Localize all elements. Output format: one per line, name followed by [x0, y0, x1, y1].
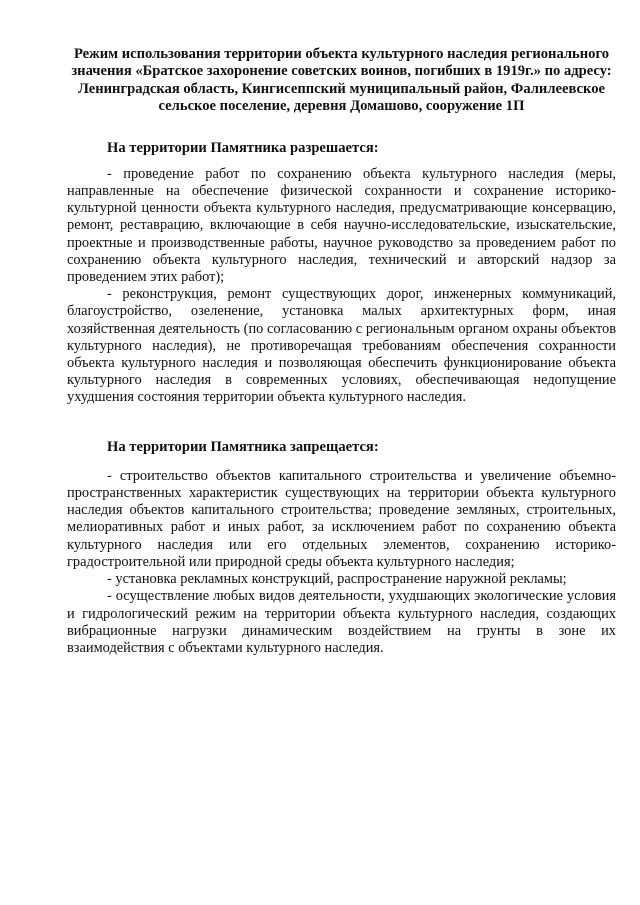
document-title: Режим использования территории объекта культурного наследия регионального значения «Братское захоронение советских воинов, погибших в 1919г.» по адресу: Ленинградская область, Кингисеппский муниципальный район, Фалилеевское сельское поселение, деревня Домашово, сооружение 1П — [71, 46, 612, 115]
forbidden-heading: На территории Памятника запрещается: — [107, 438, 379, 455]
forbidden-item-1: - строительство объектов капитального строительства и увеличение объемно-пространственных характеристик существующих на территории объекта культурного наследия объектов капитального строительства; проведение земляных, строительных, мелиоративных работ и иных работ, за исключением работ по сохранению объекта культурного наследия или его отдельных элементов, сохранению историко-градостроительной или природной среды объекта культурного наследия; — [67, 467, 616, 570]
allowed-item-2: - реконструкция, ремонт существующих дорог, инженерных коммуникаций, благоустройство, озеленение, установка малых архитектурных форм, иная хозяйственная деятельность (по согласованию с региональным органом охраны объектов культурного наследия), не противоречащая требованиям обеспечения сохранности объекта культурного наследия и позволяющая обеспечить функционирование объекта культурного наследия в современных условиях, обеспечивающая недопущение ухудшения состояния территории объекта культурного наследия. — [67, 286, 616, 406]
forbidden-item-2: - установка рекламных конструкций, распространение наружной рекламы; — [107, 571, 567, 588]
allowed-item-1: - проведение работ по сохранению объекта культурного наследия (меры, направленные на обеспечение физической сохранности и сохранение историко-культурной ценности объекта культурного наследия, предусматривающие консервацию, ремонт, реставрацию, включающие в себя научно-исследовательские, изыскательские, проектные и производственные работы, научное руководство за проведением работ по сохранению объекта культурного наследия, технический и авторский надзор за проведением этих работ); — [67, 165, 616, 286]
allowed-heading: На территории Памятника разрешается: — [107, 139, 379, 156]
forbidden-item-3: - осуществление любых видов деятельности, ухудшающих экологические условия и гидрологический режим на территории объекта культурного наследия, создающих вибрационные нагрузки динамическим воздействием на грунты в зоне их взаимодействия с объектами культурного наследия. — [67, 588, 616, 656]
